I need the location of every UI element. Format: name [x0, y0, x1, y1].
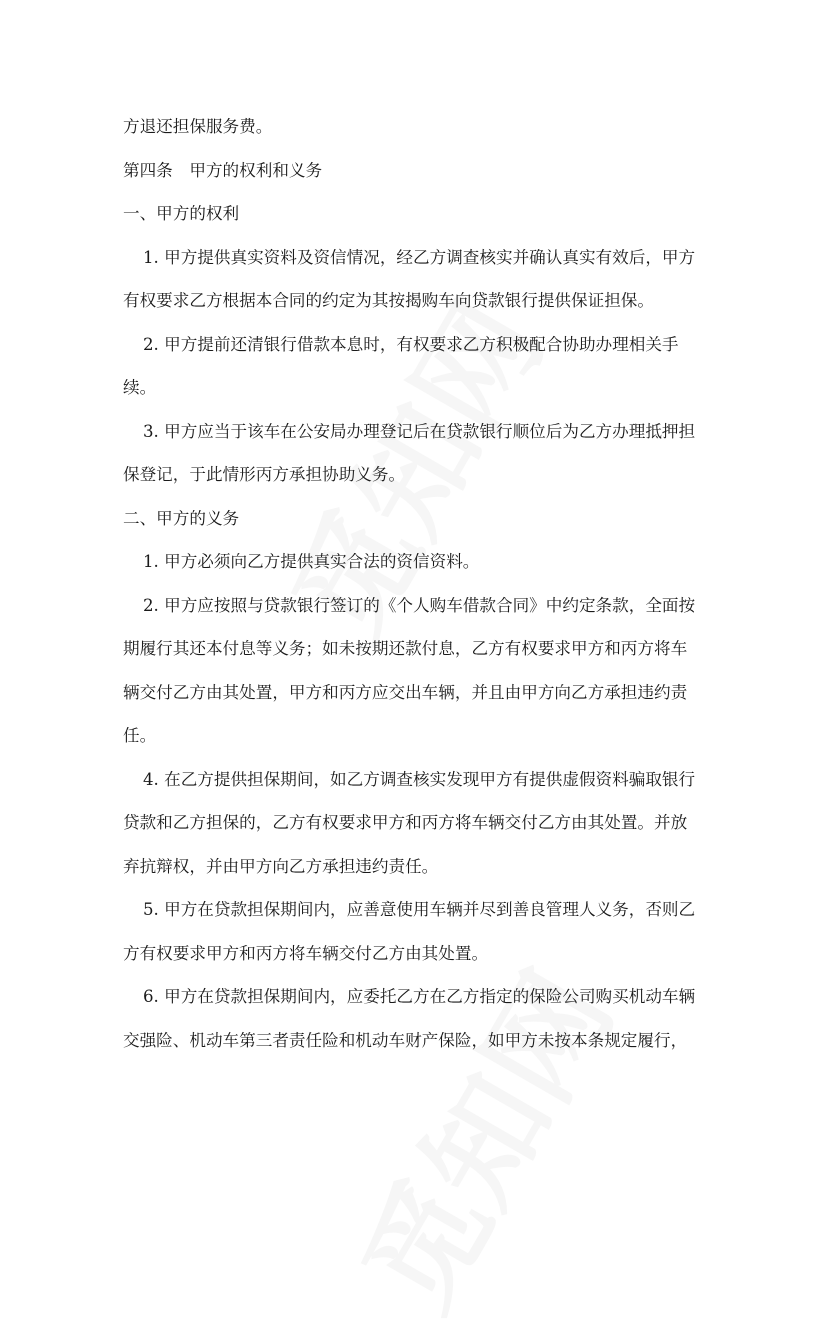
text-line: 第四条 甲方的权利和义务 [123, 160, 323, 180]
text-line: 保登记，于此情形丙方承担协助义务。 [123, 465, 406, 484]
text-line: 期履行其还本付息等义务；如未按期还款付息，乙方有权要求甲方和丙方将车 [123, 639, 688, 658]
text-line: 任。 [123, 726, 157, 745]
text-line: 方有权要求甲方和丙方将车辆交付乙方由其处置。 [123, 943, 489, 963]
text-line: 4. 在乙方提供担保期间，如乙方调查核实发现甲方有提供虚假资料骗取银行 [143, 769, 696, 789]
text-line: 辆交付乙方由其处置，甲方和丙方应交出车辆，并且由甲方向乙方承担违约责 [123, 682, 688, 702]
text-line: 有权要求乙方根据本合同的约定为其按揭购车向贷款银行提供保证担保。 [123, 291, 654, 310]
text-line: 方退还担保服务费。 [123, 117, 273, 136]
text-line: 弃抗辩权，并由甲方向乙方承担违约责任。 [123, 856, 439, 876]
text-line: 一、甲方的权利 [123, 204, 240, 223]
text-line: 6. 甲方在贷款担保期间内，应委托乙方在乙方指定的保险公司购买机动车辆 [143, 987, 696, 1006]
text-line: 交强险、机动车第三者责任险和机动车财产保险，如甲方未按本条规定履行， [123, 1030, 688, 1050]
text-line: 5. 甲方在贷款担保期间内，应善意使用车辆并尽到善良管理人义务，否则乙 [143, 900, 696, 919]
text-line: 续。 [123, 378, 157, 397]
text-line: 2. 甲方提前还清银行借款本息时，有权要求乙方积极配合协助办理相关手 [143, 334, 679, 354]
text-line: 3. 甲方应当于该车在公安局办理登记后在贷款银行顺位后为乙方办理抵押担 [143, 421, 696, 441]
text-line: 贷款和乙方担保的，乙方有权要求甲方和丙方将车辆交付乙方由其处置。并放 [123, 813, 688, 832]
text-line: 1. 甲方必须向乙方提供真实合法的资信资料。 [143, 552, 480, 571]
document-page [123, 105, 723, 1062]
text-line: 1. 甲方提供真实资料及资信情况，经乙方调查核实并确认真实有效后，甲方 [143, 247, 696, 267]
text-line: 2. 甲方应按照与贷款银行签订的《个人购车借款合同》中约定条款，全面按 [143, 595, 696, 615]
text-line: 二、甲方的义务 [123, 508, 240, 528]
